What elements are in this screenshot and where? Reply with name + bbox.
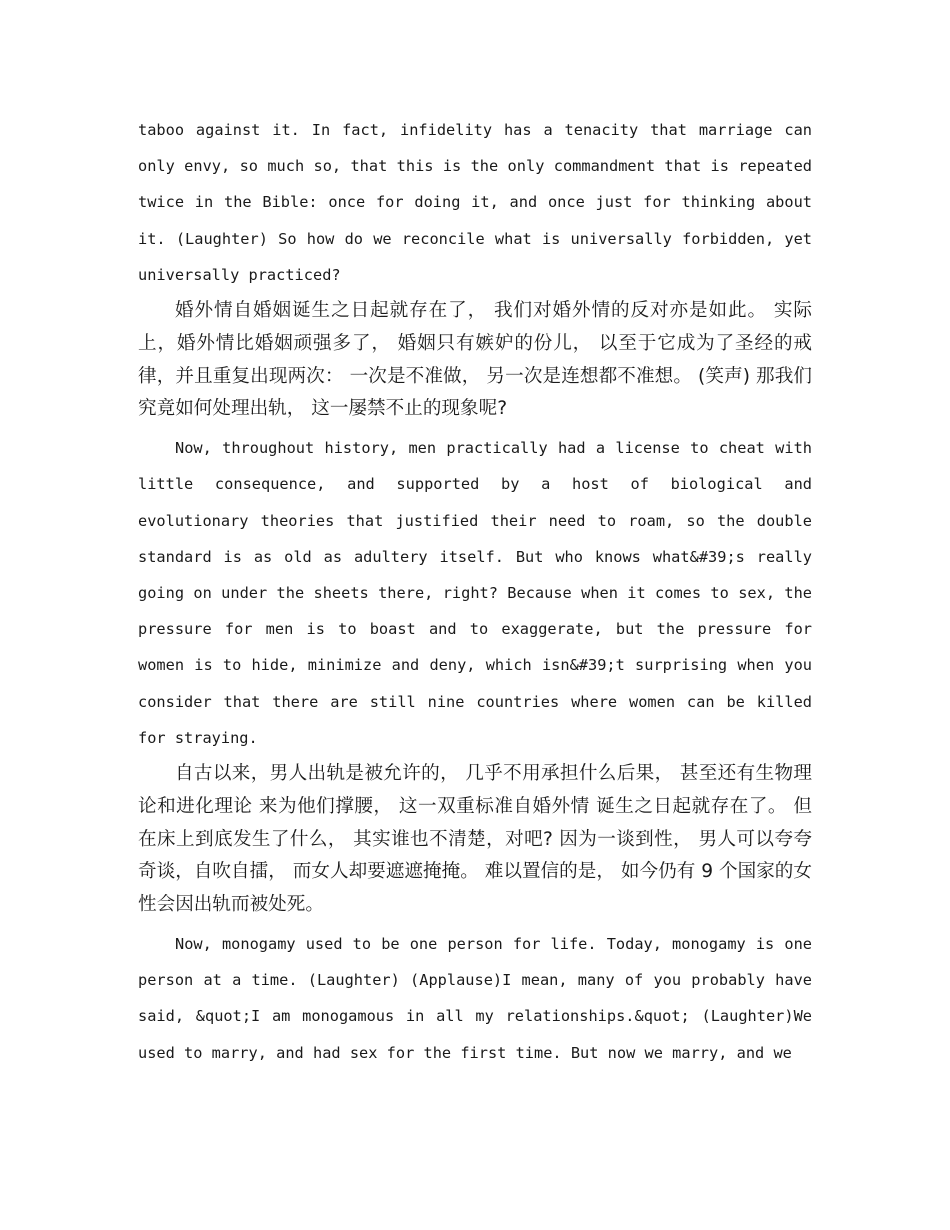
paragraph-chinese-1: 婚外情自婚姻诞生之日起就存在了， 我们对婚外情的反对亦是如此。 实际上，婚外情比婚姻顽强多了， 婚姻只有嫉妒的份儿， 以至于它成为了圣经的戒律，并且重复出现两次： 一次是不准做， 另一次是连想都不准想。 (笑声) 那我们究竟如何处理出轨， 这一屡禁不止的现象呢? bbox=[138, 300, 812, 420]
paragraph-english-1: taboo against it. In fact, infidelity has a tenacity that marriage can only envy, so much so, that this is the only commandment that is repeated twice in the Bible: once for doing it, and once just for thinking about it. (Laughter) So how do we reconcile what is universally forbidden, yet universally practiced? bbox=[138, 121, 812, 284]
document-body bbox=[138, 112, 812, 1071]
paragraph-english-3: Now, monogamy used to be one person for life. Today, monogamy is one person at a time. (Laughter) (Applause)I mean, many of you probably have said, &quot;I am monogamous in all my relationships.&quot; (Laughter)We used to marry, and had sex for the first time. But now we marry, and we bbox=[138, 935, 812, 1062]
paragraph-chinese-2: 自古以来，男人出轨是被允许的， 几乎不用承担什么后果， 甚至还有生物理论和进化理论 来为他们撑腰， 这一双重标准自婚外情 诞生之日起就存在了。 但在床上到底发生了什么， 其实谁也不清楚，对吧? 因为一谈到性， 男人可以夸夸奇谈，自吹自擂， 而女人却要遮遮掩掩。 难以置信的是， 如今仍有 9 个国家的女性会因出轨而被处死。 bbox=[138, 763, 812, 916]
paragraph-english-2: Now, throughout history, men practically had a license to cheat with little consequence, and supported by a host of biological and evolutionary theories that justified their need to roam, so the double standard is as old as adultery itself. But who knows what&#39;s really going on under the sheets there, right? Because when it comes to sex, the pressure for men is to boast and to exaggerate, but the pressure for women is to hide, minimize and deny, which isn&#39;t surprising when you consider that there are still nine countries where women can be killed for straying. bbox=[138, 439, 812, 747]
